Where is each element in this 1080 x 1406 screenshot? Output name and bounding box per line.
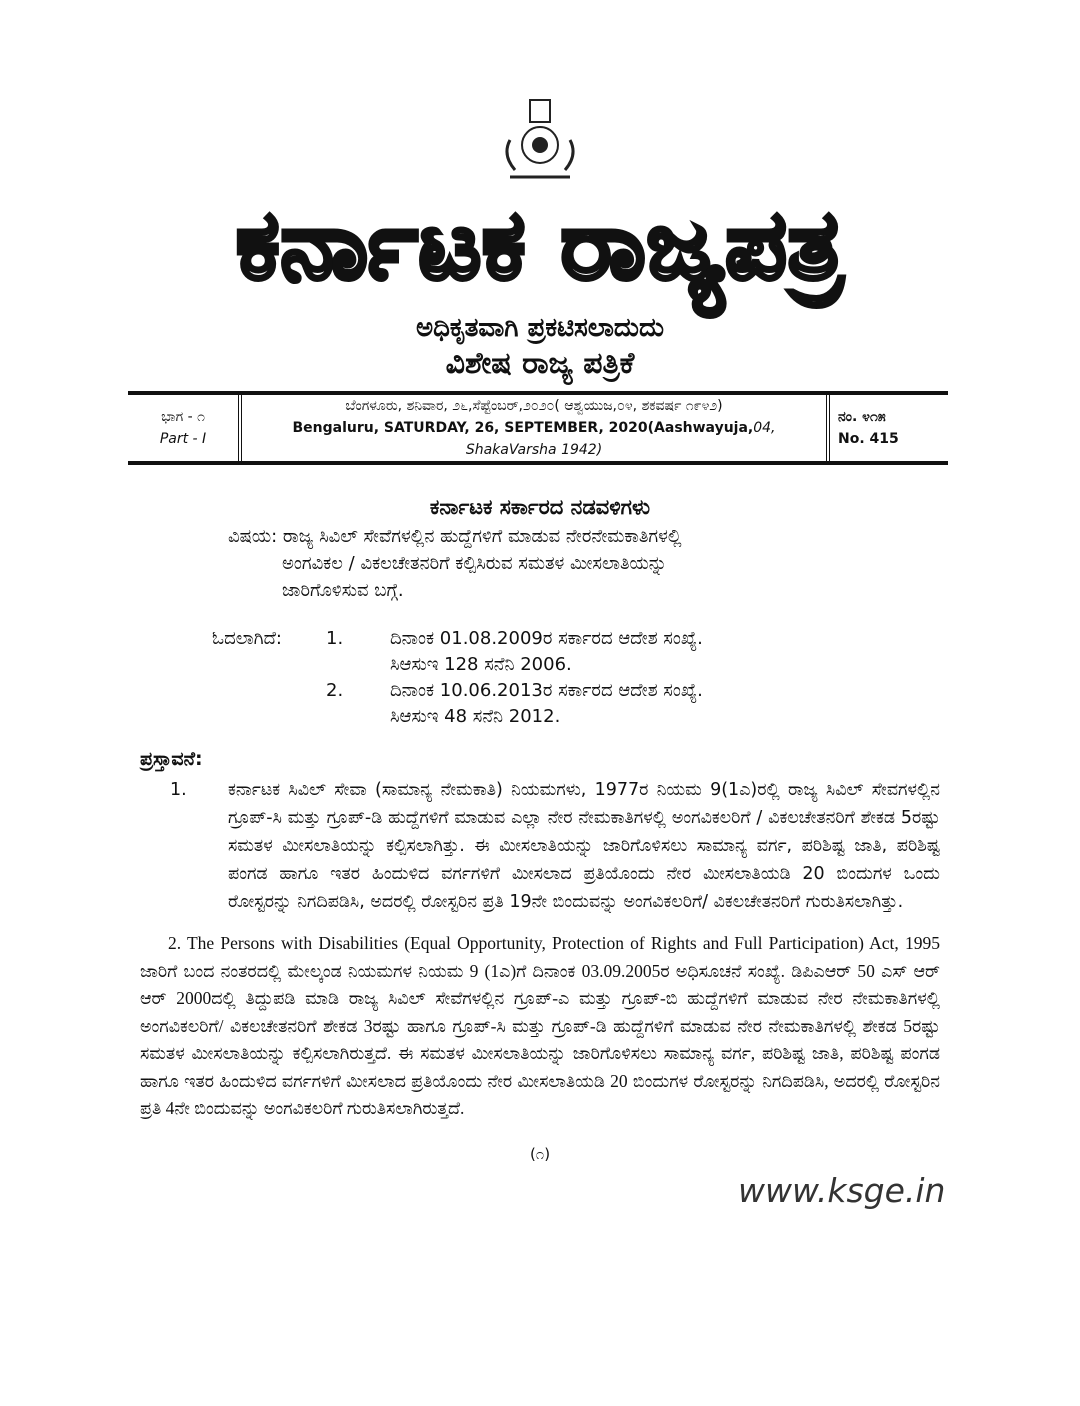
number-kn: ನಂ. ೪೧೫ (838, 409, 886, 425)
order-heading: ಕರ್ನಾಟಕ ಸರ್ಕಾರದ ನಡವಳಿಗಳು (429, 495, 651, 519)
references-label: ಓದಲಾಗಿದೆ: (212, 628, 283, 649)
paragraph-2: 2. The Persons with Disabilities (Equal Opportunity, Protection of Rights and Full Participation) Act, 1995 ಜಾರಿಗೆ ಬಂದ ನಂತರದಲ್ಲಿ ಮೇಲ್ಕಂಡ ನಿಯಮಗಳ ನಿಯಮ 9 (1ಎ)ಗೆ ದಿನಾಂಕ 03.09.2005ರ ಅಧಿಸೂಚನೆ ಸಂಖ್ಯೆ. ಡಿಪಿಎಆರ್ 50 ಎಸ್ ಆರ್ ಆರ್ 2000ದಲ್ಲಿ ತಿದ್ದುಪಡಿ ಮಾಡಿ ರಾಜ್ಯ ಸಿವಿಲ್ ಸೇವೆಗಳಲ್ಲಿನ ಗ್ರೂಪ್-ಎ ಮತ್ತು ಗ್ರೂಪ್-ಬಿ ಹುದ್ದೆಗಳಿಗೆ ಮಾಡುವ ನೇರ ನೇಮಕಾತಿಗಳಲ್ಲಿ ಅಂಗವಿಕಲರಿಗೆ/ ವಿಕಲಚೇತನರಿಗೆ ಶೇಕಡ 3ರಷ್ಟು ಹಾಗೂ ಗ್ರೂಪ್-ಸಿ ಮತ್ತು ಗ್ರೂಪ್-ಡಿ ಹುದ್ದೆಗಳಿಗೆ ಮಾಡುವ ನೇರ ನೇಮಕಾತಿಗಳಲ್ಲಿ ಶೇಕಡ 5ರಷ್ಟು ಸಮತಳ ಮೀಸಲಾತಿಯನ್ನು ಕಲ್ಪಿಸಲಾಗಿರುತ್ತದೆ. ಈ ಸಮತಳ ಮೀಸಲಾತಿಯನ್ನು ಜಾರಿಗೊಳಿಸಲು ಸಾಮಾನ್ಯ ವರ್ಗ, ಪರಿಶಿಷ್ಟ ಜಾತಿ, ಪರಿಶಿಷ್ಟ ಪಂಗಡ ಹಾಗೂ ಇತರ ಹಿಂದುಳಿದ ವರ್ಗಗಳಿಗೆ ಮೀಸಲಾದ ಪ್ರತಿಯೊಂದು ನೇರ ಮೀಸಲಾತಿಯಡಿ 20 ಬಿಂದುಗಳ ರೋಸ್ಟರನ್ನು ನಿಗದಿಪಡಿಸಿ, ಅದರಲ್ಲಿ ರೋಸ್ಟರಿನ ಪ್ರತಿ 4ನೇ ಬಿಂದುವನ್ನು ಅಂಗವಿಕಲರಿಗೆ ಗುರುತಿಸಲಾಗಿರುತ್ತದೆ. (140, 933, 940, 1118)
subject-line: ವಿಷಯ: ರಾಜ್ಯ ಸಿವಿಲ್ ಸೇವೆಗಳಲ್ಲಿನ ಹುದ್ದೆಗಳಿಗೆ ಮಾಡುವ ನೇರನೇಮಕಾತಿಗಳಲ್ಲಿ (228, 526, 682, 547)
ref-line: ದಿನಾಂಕ 01.08.2009ರ ಸರ್ಕಾರದ ಆದೇಶ ಸಂಖ್ಯೆ. (390, 628, 703, 649)
part-kn: ಭಾಗ - ೧ (161, 409, 205, 425)
masthead-subtitle-special: ವಿಶೇಷ ರಾಜ್ಯ ಪತ್ರಿಕೆ (445, 346, 635, 381)
part-en: Part - I (159, 431, 207, 447)
subject-line: ಜಾರಿಗೊಳಿಸುವ ಬಗ್ಗೆ. (282, 580, 404, 601)
date-kn: ಬೆಂಗಳೂರು, ಶನಿವಾರ, ೨೬,ಸೆಪ್ಟೆಂಬರ್,೨೦೨೦( ಆಶ್ವಯುಜ,೦೪, ಶಕವರ್ಷ ೧೯೪೨) (345, 398, 723, 414)
number-cell (830, 395, 948, 461)
page-number: (೧) (529, 1144, 551, 1163)
date-en-shaka: 04, ShakaVarsha 1942) (465, 420, 776, 458)
references (212, 626, 972, 730)
date-cell (242, 395, 830, 461)
ref-line: ಸಿಆಸುಇ 48 ಸನೆನಿ 2012. (390, 706, 561, 727)
paragraph-1 (170, 776, 940, 916)
state-emblem-icon (495, 95, 585, 185)
issue-header-table (128, 391, 948, 465)
part-cell (128, 395, 242, 461)
subject (228, 523, 928, 604)
ref-line: ದಿನಾಂಕ 10.06.2013ರ ಸರ್ಕಾರದ ಆದೇಶ ಸಂಖ್ಯೆ. (390, 680, 703, 701)
preamble-title: ಪ್ರಸ್ತಾವನೆ: (140, 748, 203, 770)
subject-line: ಅಂಗವಿಕಲ / ವಿಕಲಚೇತನರಿಗೆ ಕಲ್ಪಿಸಿರುವ ಸಮತಳ ಮೀಸಲಾತಿಯನ್ನು (282, 553, 667, 574)
ref-num: 2. (326, 680, 344, 701)
masthead-title: ಕರ್ನಾಟಕ ರಾಜ್ಯಪತ್ರ (236, 189, 844, 301)
paragraph-text: ಕರ್ನಾಟಕ ಸಿವಿಲ್ ಸೇವಾ (ಸಾಮಾನ್ಯ ನೇಮಕಾತಿ) ನಿಯಮಗಳು, 1977ರ ನಿಯಮ 9(1ಎ)ರಲ್ಲಿ ರಾಜ್ಯ ಸಿವಿಲ್ ಸೇವಗಳಲ್ಲಿನ ಗ್ರೂಪ್-ಸಿ ಮತ್ತು ಗ್ರೂಪ್-ಡಿ ಹುದ್ದೆಗಳಿಗೆ ಮಾಡುವ ಎಲ್ಲಾ ನೇರ ನೇಮಕಾತಿಗಳಲ್ಲಿ ಅಂಗವಿಕಲರಿಗೆ / ವಿಕಲಚೇತನರಿಗೆ ಶೇಕಡ 5ರಷ್ಟು ಸಮತಳ ಮೀಸಲಾತಿಯನ್ನು ಕಲ್ಪಿಸಲಾಗಿತ್ತು. ಈ ಮೀಸಲಾತಿಯನ್ನು ಜಾರಿಗೊಳಿಸಲು ಸಾಮಾನ್ಯ ವರ್ಗ, ಪರಿಶಿಷ್ಟ ಜಾತಿ, ಪರಿಶಿಷ್ಟ ಪಂಗಡ ಹಾಗೂ ಇತರ ಹಿಂದುಳಿದ ವರ್ಗಗಳಿಗೆ ಮೀಸಲಾದ ಪ್ರತಿಯೊಂದು ನೇರ ಮೀಸಲಾತಿಯಡಿ 20 ಬಿಂದುಗಳ ಒಂದು ರೋಸ್ಟರನ್ನು ನಿಗದಿಪಡಿಸಿ, ಅದರಲ್ಲಿ ರೋಸ್ಟರಿನ ಪ್ರತಿ 19ನೇ ಬಿಂದುವನ್ನು ಅಂಗವಿಕಲರಿಗೆ/ ವಿಕಲಚೇತನರಿಗೆ ಗುರುತಿಸಲಾಗಿತ್ತು. (228, 780, 940, 912)
date-en: Bengaluru, SATURDAY, 26, SEPTEMBER, 2020( (292, 420, 655, 436)
watermark-url: www.ksge.in (738, 1170, 946, 1210)
date-en-month: Aashwayuja, (654, 420, 754, 436)
ref-num: 1. (326, 628, 344, 649)
masthead-subtitle: ಅಧಿಕೃತವಾಗಿ ಪ್ರಕಟಿಸಲಾದುದು (415, 313, 665, 343)
ref-line: ಸಿಆಸುಇ 128 ಸನೆನಿ 2006. (390, 654, 572, 675)
number-en: No. 415 (838, 431, 899, 447)
paragraph-number: 1. (170, 780, 187, 800)
